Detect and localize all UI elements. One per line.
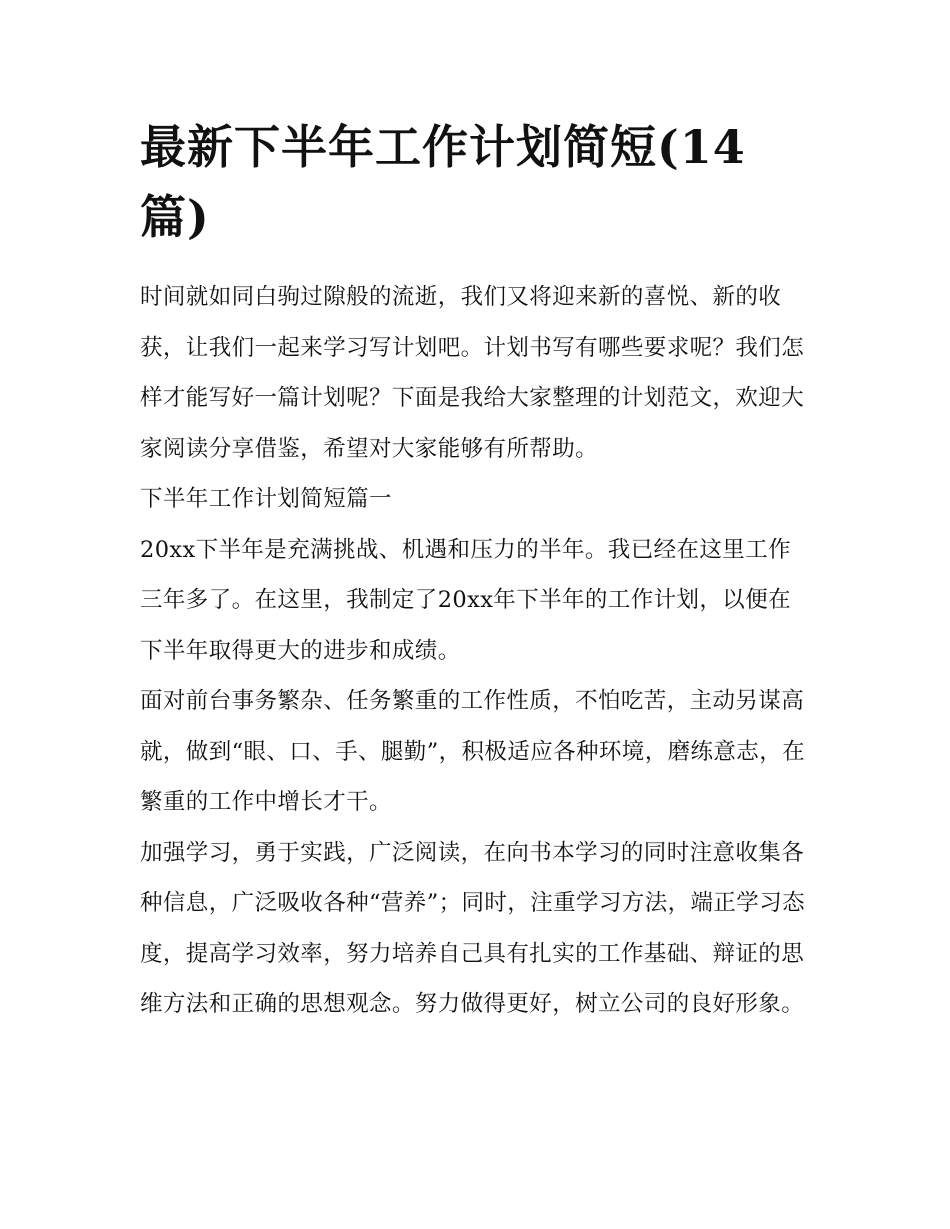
body-paragraph: 20xx下半年是充满挑战、机遇和压力的半年。我已经在这里工作三年多了。在这里，我制定了20xx年下半年的工作计划，以便在下半年取得更大的进步和成绩。 (140, 536, 792, 664)
body-paragraph: 面对前台事务繁杂、任务繁重的工作性质，不怕吃苦，主动另谋高就，做到“眼、口、手、腿勤”，积极适应各种环境，磨练意志，在繁重的工作中增长才干。 (140, 688, 806, 815)
section-heading: 下半年工作计划简短篇一 (140, 486, 392, 512)
body-paragraph: 加强学习，勇于实践，广泛阅读，在向书本学习的同时注意收集各种信息，广泛吸收各种“营养”；同时，注重学习方法，端正学习态度，提高学习效率，努力培养自己具有扎实的工作基础、辩证的思维方法和正确的思想观念。努力做得更好，树立公司的良好形象。 (140, 839, 806, 1017)
document-page (140, 112, 812, 1030)
document-title: 最新下半年工作计划简短(14篇) (140, 120, 746, 244)
intro-paragraph: 时间就如同白驹过隙般的流逝，我们又将迎来新的喜悦、新的收获，让我们一起来学习写计划吧。计划书写有哪些要求呢？我们怎样才能写好一篇计划呢？下面是我给大家整理的计划范文，欢迎大家阅读分享借鉴，希望对大家能够有所帮助。 (140, 284, 805, 462)
